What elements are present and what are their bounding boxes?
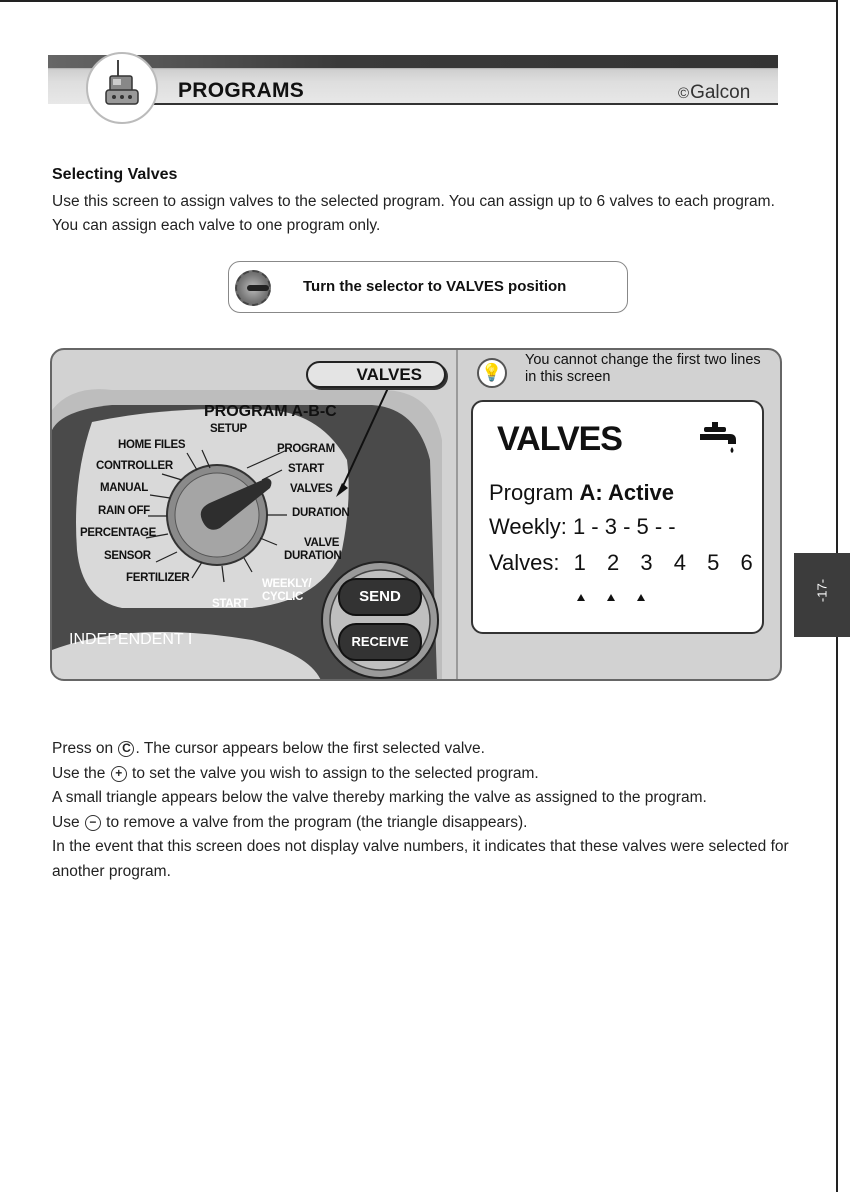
tip-text: You cannot change the first two lines in this screen [525, 352, 761, 385]
lcd-screen [471, 400, 764, 634]
valves-position-label: VALVES [356, 365, 422, 384]
instruction-text: to remove a valve from the program (the triangle disappears). [101, 813, 528, 831]
dial-label-start: START [288, 463, 324, 475]
selector-instruction-text: Turn the selector to VALVES position [303, 278, 567, 295]
minus-button-icon: − [85, 815, 101, 831]
send-button: SEND [338, 578, 422, 616]
instruction-text: Press on [52, 740, 118, 757]
brand-logo [678, 82, 750, 104]
valve-number: 3 [640, 550, 653, 575]
valves-position-tag [306, 361, 446, 388]
dial-title: PROGRAM A-B-C [204, 403, 337, 420]
faucet-icon [698, 420, 738, 454]
assigned-triangle-marker [577, 594, 585, 601]
lcd-program-prefix: Program [489, 480, 580, 505]
lcd-valves-line [489, 550, 753, 576]
lcd-valves-label: Valves: [489, 550, 560, 575]
valve-number: 2 [607, 550, 620, 575]
controller-illustration [50, 348, 782, 681]
valve-number: 5 [707, 550, 720, 575]
lightbulb-icon: 💡 [477, 358, 507, 388]
dial-label-valve: VALVE [304, 537, 340, 549]
dial-label-setup: SETUP [210, 423, 247, 435]
valve-number: 4 [673, 550, 687, 575]
intro-paragraph: Use this screen to assign valves to the selected program. You can assign up to 6 valves to each program. You can assign each valve to one program only. [52, 193, 775, 234]
dial-label-valve-duration: DURATION [284, 550, 342, 562]
dial-label-manual: MANUAL [100, 482, 149, 494]
assigned-triangle-marker [637, 594, 645, 601]
brand-mark: © [678, 85, 690, 102]
dial-label-home-files: HOME FILES [118, 439, 186, 451]
section-heading: Selecting Valves [52, 166, 178, 183]
instruction-text: Use the [52, 764, 110, 782]
selector-knob-icon [235, 270, 271, 306]
dial-label-program: PROGRAM [277, 443, 335, 455]
page-number-tab [794, 553, 850, 637]
brand-name: Galcon [690, 82, 751, 103]
plus-button-icon: + [111, 766, 127, 782]
instruction-line [52, 811, 802, 836]
instructions [52, 737, 802, 884]
dial-label-controller: CONTROLLER [96, 460, 173, 472]
lcd-program-value: A: Active [579, 480, 675, 505]
page-title: PROGRAMS [178, 79, 305, 102]
dial-label-cyclic: CYCLIC [262, 591, 304, 603]
lcd-title: VALVES [497, 420, 622, 458]
page-number: -17- [814, 578, 830, 603]
instruction-text: . The cursor appears below the first selected valve. [135, 740, 485, 757]
c-button-icon: C [118, 741, 134, 757]
lcd-weekly-line: Weekly: 1 - 3 - 5 - - [489, 514, 676, 539]
mode-label: INDEPENDENT I [69, 631, 193, 648]
dial-label-rain-off: RAIN OFF [98, 505, 150, 517]
dial-label-duration: DURATION [292, 507, 350, 519]
controller-device-icon [86, 52, 158, 124]
dial-label-percentage: PERCENTAGE [80, 527, 157, 539]
dial-label-start-bottom: START [212, 598, 248, 610]
header-band [48, 55, 778, 104]
instruction-line [52, 762, 802, 787]
selector-instruction [228, 261, 628, 313]
dial-label-sensor: SENSOR [104, 550, 151, 562]
instruction-line [52, 737, 802, 762]
dial-label-fertilizer: FERTILIZER [126, 572, 190, 584]
dial-label-weekly: WEEKLY/ [262, 578, 312, 590]
instruction-line: In the event that this screen does not display valve numbers, it indicates that these valves were selected for another program. [52, 838, 789, 880]
dial-label-valves: VALVES [290, 483, 333, 495]
lcd-program-line [489, 480, 674, 506]
receive-button: RECEIVE [338, 623, 422, 661]
valve-number: 6 [740, 550, 753, 575]
instruction-text: to set the valve you wish to assign to the selected program. [127, 764, 539, 782]
instruction-line: A small triangle appears below the valve thereby marking the valve as assigned to the program. [52, 789, 707, 806]
instruction-text: Use [52, 813, 84, 831]
assigned-triangle-marker [607, 594, 615, 601]
valve-number: 1 [573, 550, 586, 575]
